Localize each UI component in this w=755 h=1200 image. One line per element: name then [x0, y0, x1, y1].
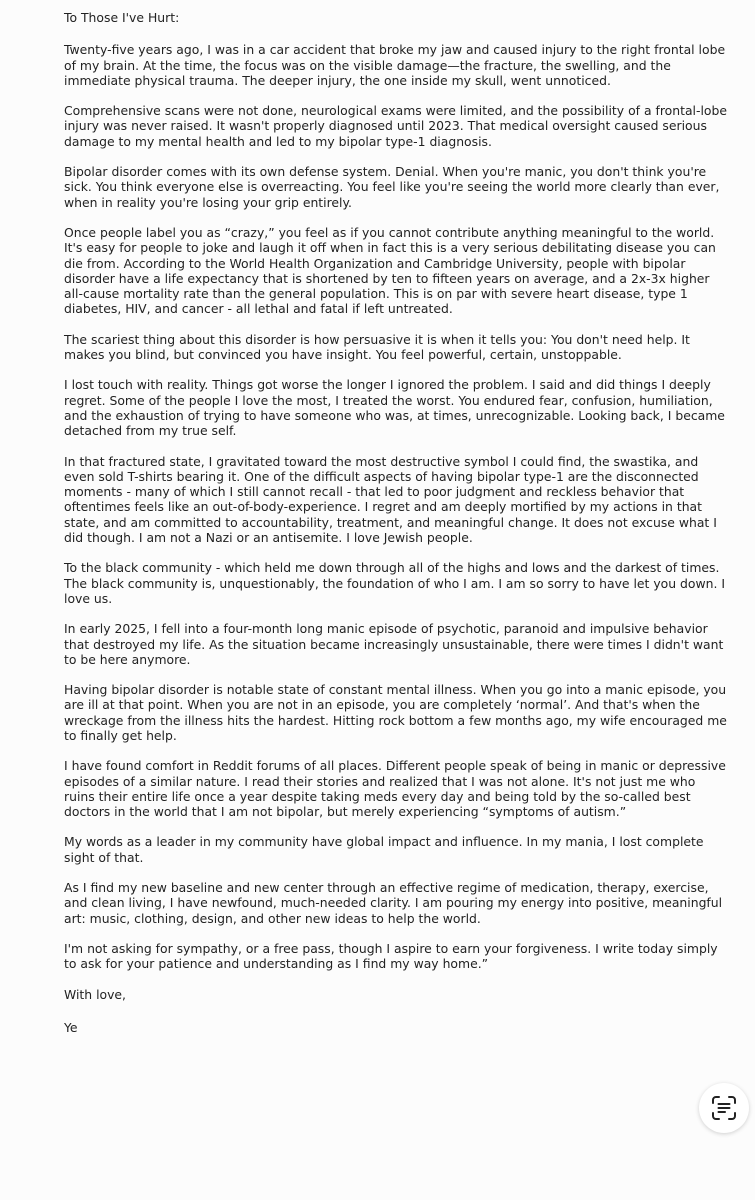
- letter-signature: Ye: [64, 1019, 78, 1035]
- letter-paragraph: The scariest thing about this disorder is how persuasive it is when it tells you: You don't need help. It makes you blind, but convinced you have insight. You feel powerful, certain, unstoppable.: [64, 331, 690, 363]
- letter-paragraph: Twenty-five years ago, I was in a car accident that broke my jaw and caused injury to the right frontal lobe of my brain. At the time, the focus was on the visible damage—the fracture, the swelling, and the immediate physical trauma. The deeper injury, the one inside my skull, went unnoticed.: [64, 42, 726, 88]
- letter-greeting: To Those I've Hurt:: [64, 10, 180, 25]
- letter-paragraph: As I find my new baseline and new center through an effective regime of medication, therapy, exercise, and clean living, I have newfound, much-needed clarity. I am pouring my energy into positive, meaningful art: music, clothing, design, and other new ideas to help the world.: [64, 880, 723, 926]
- letter-paragraph: I have found comfort in Reddit forums of all places. Different people speak of being in manic or depressive episodes of a similar nature. I read their stories and realized that I was not alone. It's not just me who ruins their entire life once a year despite taking meds every day and being told by the so-called best doctors in the world that I am not bipolar, but merely experiencing “symptoms of autism.”: [64, 758, 726, 820]
- letter-paragraph: To the black community - which held me down through all of the highs and lows and the darkest of times. The black community is, unquestionably, the foundation of who I am. I am so sorry to have let you down. I love us.: [64, 560, 726, 606]
- letter-body: [64, 10, 729, 1035]
- letter-paragraph: I'm not asking for sympathy, or a free pass, though I aspire to earn your forgiveness. I write today simply to ask for your patience and understanding as I find my way home.”: [64, 940, 718, 972]
- letter-paragraph: I lost touch with reality. Things got worse the longer I ignored the problem. I said and did things I deeply regret. Some of the people I love the most, I treated the worst. You endured fear, confusion, humiliation, and the exhaustion of trying to have someone who was, at times, unrecognizable. Looking back, I became detached from my true self.: [64, 377, 725, 439]
- text-scan-button[interactable]: [699, 1083, 749, 1133]
- letter-paragraph: Having bipolar disorder is notable state of constant mental illness. When you go into a manic episode, you are ill at that point. When you are not in an episode, you are completely ‘normal’. And that's when the wreckage from the illness hits the hardest. Hitting rock bottom a few months ago, my wife encouraged me to finally get help.: [64, 682, 727, 743]
- letter-paragraph: Bipolar disorder comes with its own defense system. Denial. When you're manic, you don't think you're sick. You think everyone else is overreacting. You feel like you're seeing the world more clearly than ever, when in reality you're losing your grip entirely.: [64, 164, 720, 210]
- letter-paragraph: Once people label you as “crazy,” you feel as if you cannot contribute anything meaningful to the world. It's easy for people to joke and laugh it off when in fact this is a very serious debilitating disease you can die from. According to the World Health Organization and Cambridge University, people with bipolar disorder have a life expectancy that is shortened by ten to fifteen years on average, and a 2x-3x higher all-cause mortality rate than the general population. This is on par with severe heart disease, type 1 diabetes, HIV, and cancer - all lethal and fatal if left untreated.: [64, 224, 716, 317]
- letter-closing: With love,: [64, 986, 126, 1002]
- letter-paragraph: My words as a leader in my community have global impact and influence. In my mania, I lost complete sight of that.: [64, 834, 704, 865]
- letter-paragraph: In that fractured state, I gravitated toward the most destructive symbol I could find, the swastika, and even sold T-shirts bearing it. One of the difficult aspects of having bipolar type-1 are the disconnected moments - many of which I still cannot recall - that led to poor judgment and reckless behavior that oftentimes feels like an out-of-body-experience. I regret and am deeply mortified by my actions in that state, and am committed to accountability, treatment, and meaningful change. It does not excuse what I did though. I am not a Nazi or an antisemite. I love Jewish people.: [64, 453, 717, 546]
- letter-paragraph: In early 2025, I fell into a four-month long manic episode of psychotic, paranoid and impulsive behavior that destroyed my life. As the situation became increasingly unsustainable, there were times I didn't want to be here anymore.: [64, 621, 724, 667]
- text-scan-icon: [710, 1094, 738, 1122]
- letter-paragraph: Comprehensive scans were not done, neurological exams were limited, and the possibility of a frontal-lobe injury was never raised. It wasn't properly diagnosed until 2023. That medical oversight caused serious damage to my mental health and led to my bipolar type-1 diagnosis.: [64, 103, 727, 149]
